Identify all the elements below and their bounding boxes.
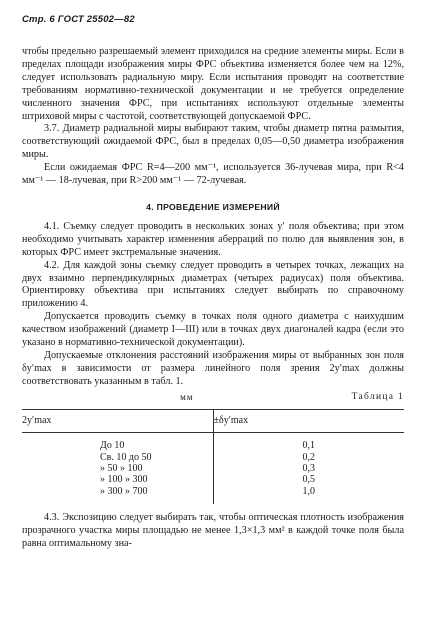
table-header-cell: ±δy′max (213, 409, 404, 433)
document-body (22, 46, 404, 551)
table-cell: 0,2 (302, 451, 315, 463)
paragraph: Допускается проводить съемку в точках поля одного диаметра с наихудшим качеством изображений (диаметр I—III) или в точках двух диагоналей кадра (если это указано в нормативно-технической документации). (22, 311, 404, 349)
table-cell: » 100 » 300 (22, 474, 213, 485)
table-row (22, 474, 404, 485)
table-cell: 0,3 (302, 463, 315, 475)
table-cell: » 300 » 700 (22, 486, 213, 504)
table-caption: Таблица 1 (351, 391, 404, 402)
table-row (22, 486, 404, 504)
table-cell: Св. 10 до 50 (22, 452, 213, 463)
table-cell: » 50 » 100 (22, 463, 213, 474)
paragraph: Допускаемые отклонения расстояний изображения миры от выбранных зон поля δy′max в зависимости от размера линейного поля зрения 2y′max должны соответствовать указанным в табл. 1. (22, 349, 404, 387)
paragraph: 4.1. Съемку следует проводить в нескольких зонах y′ поля объектива; при этом необходимо учитывать характер изменения аберраций по полю для выявления зон, в которых ФРС имеет экстремальные значения. (22, 220, 404, 258)
paragraph: чтобы предельно разрешаемый элемент приходился на средние элементы миры. Если в пределах площади изображения миры ФРС объектива изменяется более чем на 12%, следует использовать радиальную миру. Если испытания проводят на соответствие требованиям нормативно-технической документации и не требуется определение численного значения ФРС, при испытаниях используют отдельные элементы штриховой миры с частотой, соответствующей допускаемой ФРС. (22, 46, 404, 122)
paragraph: 4.3. Экспозицию следует выбирать так, чтобы оптическая плотность изображения прозрачного участка миры площадью не менее 1,3×1,3 мм² в каждой точке поля была равна оптимальному зна- (22, 511, 404, 549)
table-cell: 1,0 (302, 485, 315, 497)
paragraph: Если ожидаемая ФРС R=4—200 мм⁻¹, используется 36-лучевая мира, при R<4 мм⁻¹ — 18-лучевая, при R>200 мм⁻¹ — 72-лучевая. (22, 162, 404, 187)
table-row (22, 463, 404, 474)
data-table (22, 409, 404, 504)
paragraph: 3.7. Диаметр радиальной миры выбирают таким, чтобы диаметр пятна размытия, соответствующий ожидаемой ФРС, был в пределах 0,05—0,50 диаметра изображения миры. (22, 123, 404, 161)
table-unit: мм (180, 391, 194, 402)
table-cell: 0,5 (302, 474, 315, 486)
section-title: 4. ПРОВЕДЕНИЕ ИЗМЕРЕНИЙ (146, 201, 280, 212)
table-row (22, 452, 404, 463)
paragraph: 4.2. Для каждой зоны съемку следует проводить в четырех точках, лежащих на двух взаимно перпендикулярных диаметрах (четырех радиусах) поля объектива. Ориентировку объектива при испытаниях следует выбирать по справочному приложению 4. (22, 259, 404, 310)
table-row (22, 433, 404, 452)
page-header: Стр. 6 ГОСТ 25502—82 (22, 14, 135, 25)
table-caption-row (22, 391, 404, 404)
table-cell: 0,1 (302, 440, 315, 452)
table-header-cell: 2y′max (22, 409, 213, 433)
table-cell: До 10 (22, 433, 213, 452)
